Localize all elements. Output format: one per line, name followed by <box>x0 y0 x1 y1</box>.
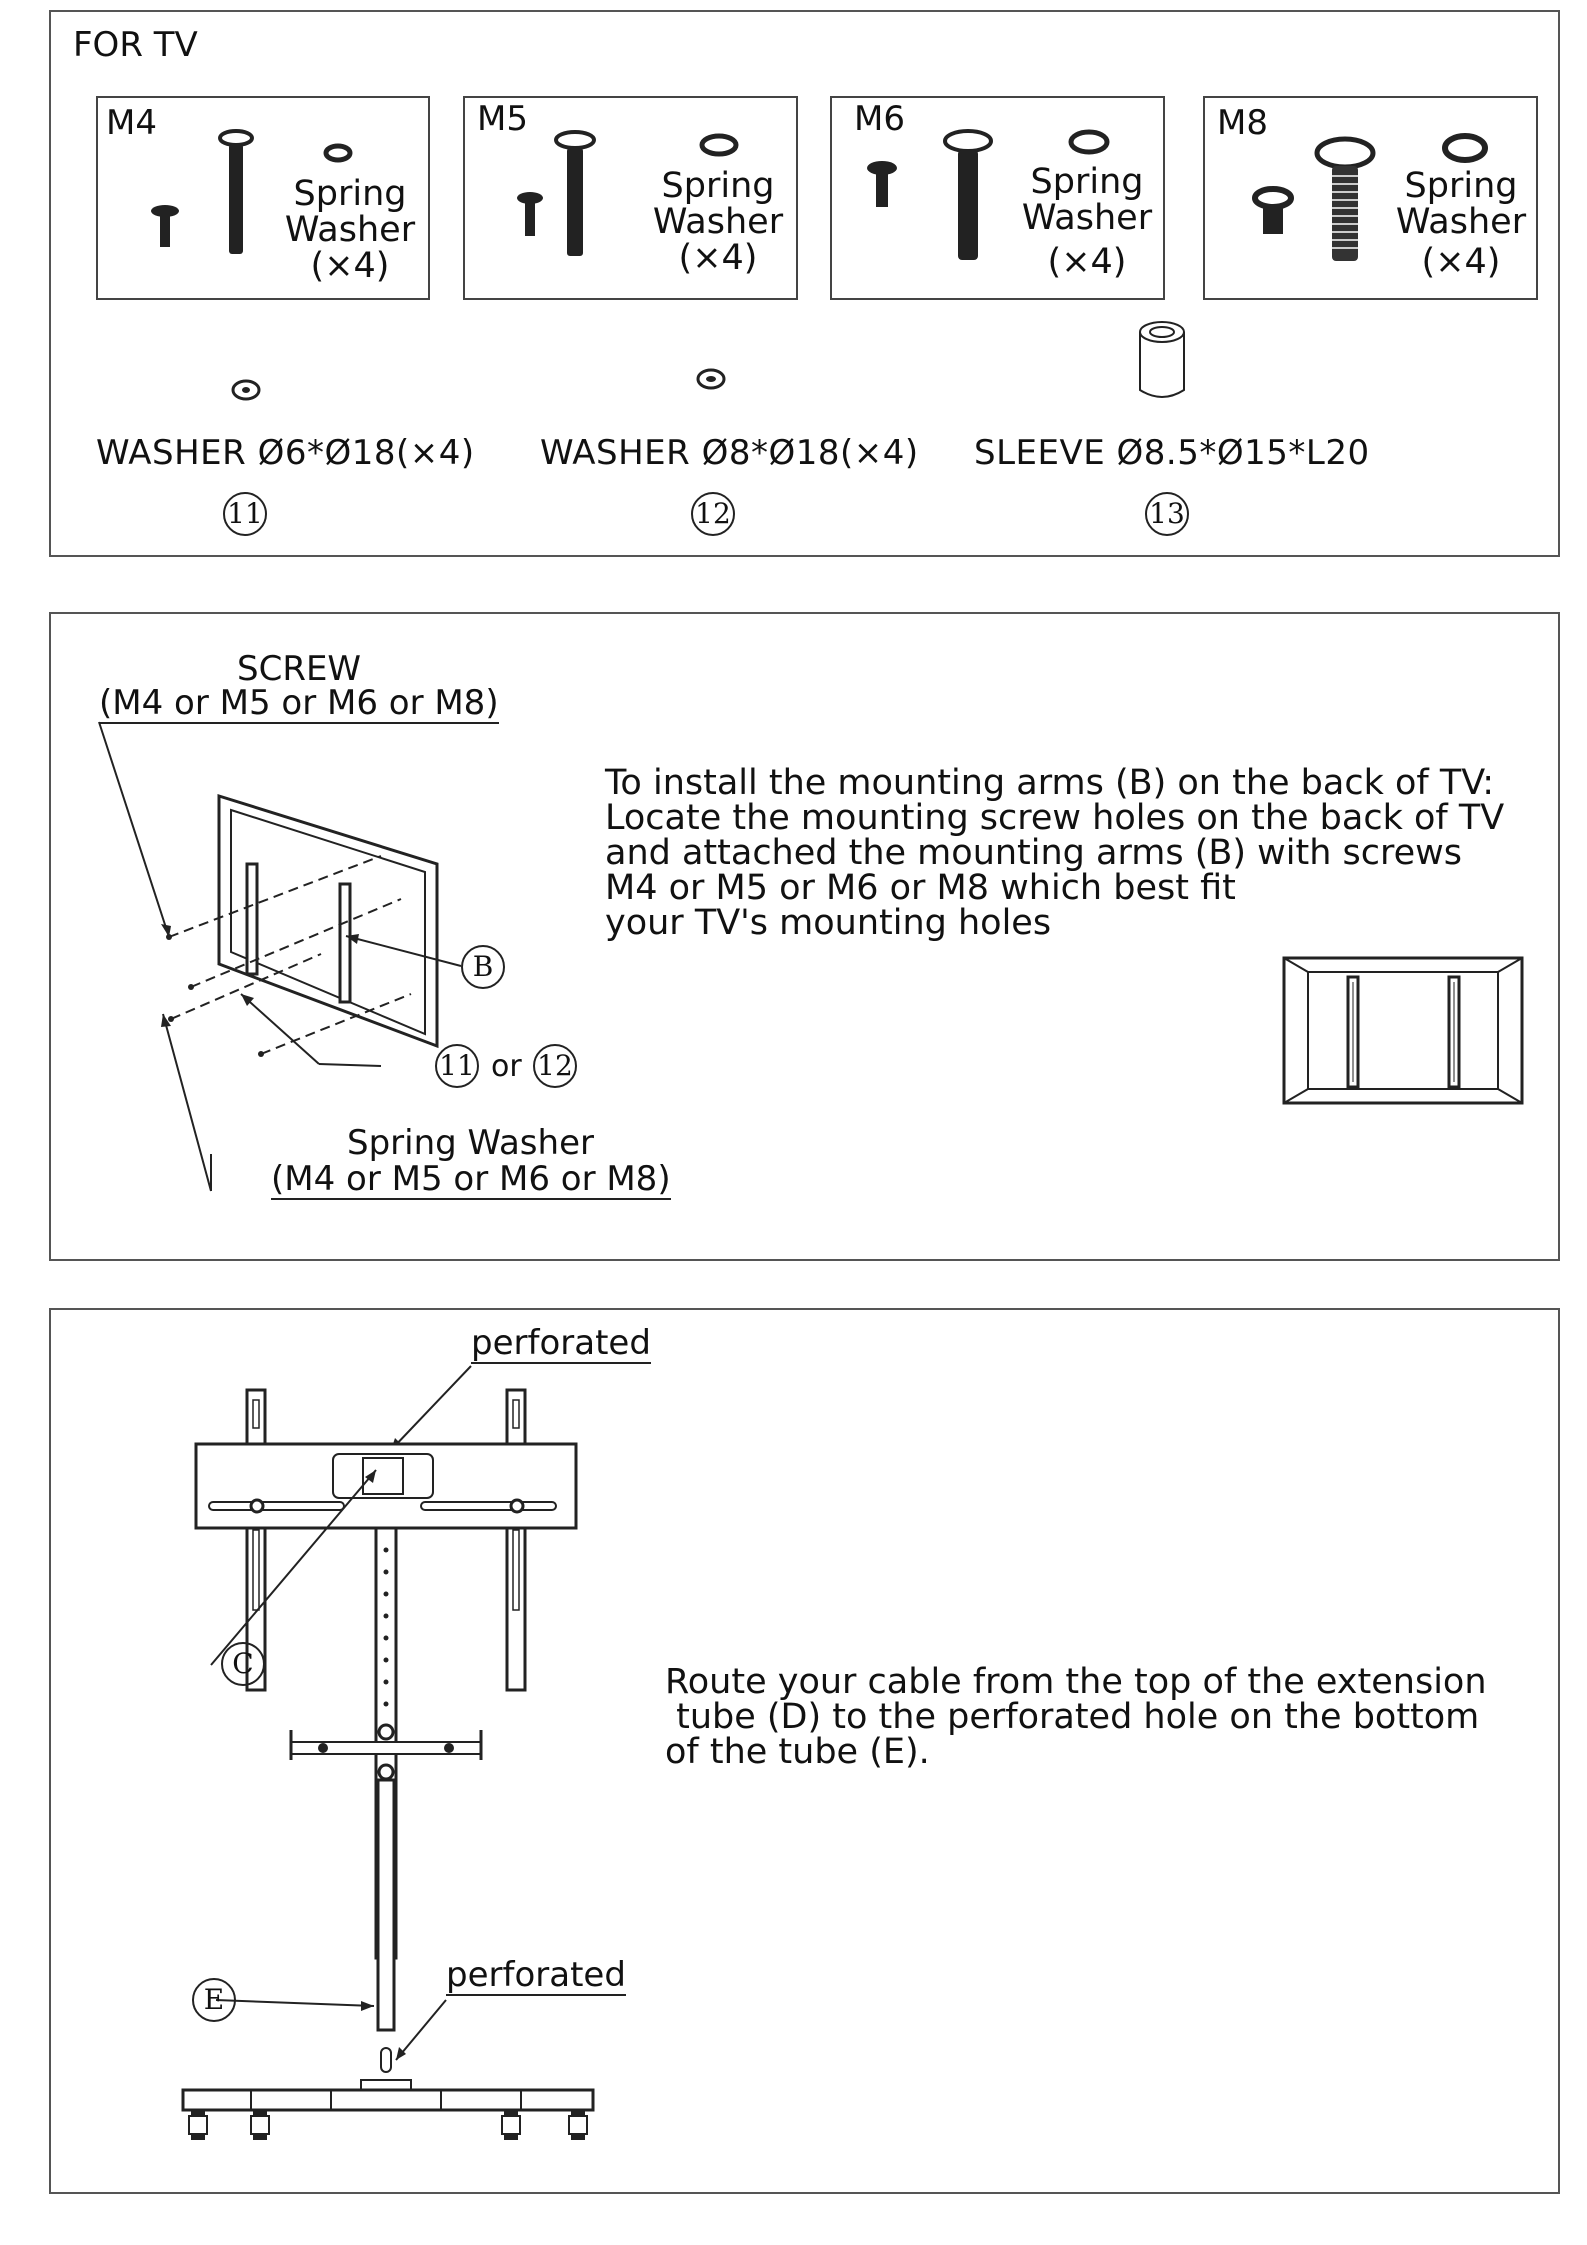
hardware-list-panel <box>49 10 1560 557</box>
instruction-line: and attached the mounting arms (B) with screws <box>605 833 1463 873</box>
quantity-label: (×4) <box>1421 242 1501 282</box>
screw-label: SCREW <box>237 649 362 689</box>
mounting-arms-panel <box>49 612 1560 1261</box>
sleeve-13-label: SLEEVE Ø8.5*Ø15*L20 <box>974 433 1370 473</box>
cable-routing-instructions <box>665 1662 1487 1772</box>
washer-label: Washer <box>1395 202 1527 242</box>
spring-washer-sizes-label: (M4 or M5 or M6 or M8) <box>271 1159 671 1199</box>
spring-label: Spring <box>1030 162 1144 202</box>
washer-label: Washer <box>1021 198 1153 238</box>
part-number-11: 11 <box>223 492 267 536</box>
instruction-line: Route your cable from the top of the extension <box>665 1662 1487 1702</box>
perforated-bottom-label: perforated <box>446 1955 626 1995</box>
instruction-line: M4 or M5 or M6 or M8 which best fit <box>605 868 1236 908</box>
quantity-label: (×4) <box>310 246 390 286</box>
mounting-instructions <box>605 763 1505 943</box>
callout-e: E <box>192 1978 236 2022</box>
callout-or: or <box>491 1049 522 1084</box>
instruction-line: of the tube (E). <box>665 1732 930 1772</box>
instruction-line: your TV's mounting holes <box>605 903 1052 943</box>
spring-washer-label: Spring Washer <box>347 1123 594 1163</box>
screw-sizes-label: (M4 or M5 or M6 or M8) <box>99 683 499 723</box>
screw-size-label: M5 <box>477 99 528 139</box>
screw-size-label: M6 <box>854 99 905 139</box>
quantity-label: (×4) <box>1047 242 1127 282</box>
spring-label: Spring <box>661 166 775 206</box>
spring-label: Spring <box>1404 166 1518 206</box>
instruction-line: Locate the mounting screw holes on the back of TV <box>605 798 1505 838</box>
instruction-line: To install the mounting arms (B) on the back of TV: <box>605 763 1495 803</box>
callout-12: 12 <box>533 1044 577 1088</box>
washer-label: Washer <box>652 202 784 242</box>
spring-label: Spring <box>293 174 407 214</box>
callout-11: 11 <box>435 1044 479 1088</box>
callout-c: C <box>221 1642 265 1686</box>
parts-drawings <box>51 12 1562 559</box>
washer-11-label: WASHER Ø6*Ø18(×4) <box>96 433 475 473</box>
perforated-top-label: perforated <box>471 1323 651 1363</box>
screw-size-label: M4 <box>106 103 157 143</box>
cable-routing-panel <box>49 1308 1560 2194</box>
screw-size-label: M8 <box>1217 103 1268 143</box>
washer-12-label: WASHER Ø8*Ø18(×4) <box>540 433 919 473</box>
quantity-label: (×4) <box>678 238 758 278</box>
section-title: FOR TV <box>73 25 198 65</box>
washer-label: Washer <box>284 210 416 250</box>
callout-b: B <box>461 945 505 989</box>
instruction-line: tube (D) to the perforated hole on the bottom <box>665 1697 1480 1737</box>
part-number-13: 13 <box>1145 492 1189 536</box>
part-number-12: 12 <box>691 492 735 536</box>
